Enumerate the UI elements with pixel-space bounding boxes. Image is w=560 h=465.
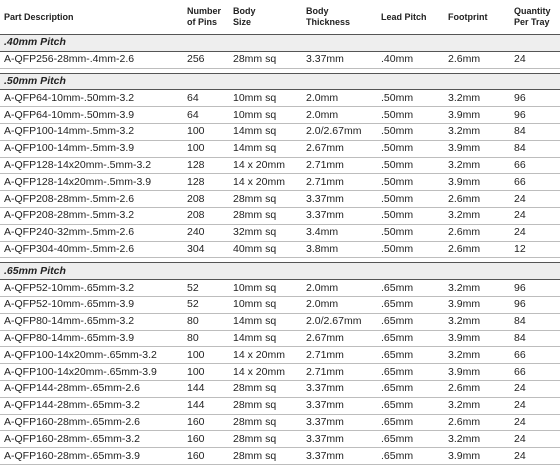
table-row (0, 380, 560, 397)
table-row (0, 347, 560, 364)
quantity-cell: 66 (512, 174, 560, 191)
lead-pitch-cell: .65mm (379, 280, 446, 297)
footprint-cell: 3.2mm (446, 123, 512, 140)
body-thickness-cell: 3.37mm (304, 207, 379, 224)
pins-cell: 160 (185, 414, 231, 431)
quantity-cell: 84 (512, 313, 560, 330)
body-size-cell: 28mm sq (231, 380, 304, 397)
lead-pitch-cell: .50mm (379, 241, 446, 258)
pins-cell: 256 (185, 51, 231, 68)
body-size-cell: 14 x 20mm (231, 157, 304, 174)
quantity-cell: 12 (512, 241, 560, 258)
footprint-cell: 3.2mm (446, 313, 512, 330)
body-thickness-cell: 3.37mm (304, 414, 379, 431)
lead-pitch-cell: .40mm (379, 51, 446, 68)
header-label: Thickness (306, 17, 351, 27)
header-lead-pitch (379, 0, 446, 35)
body-thickness-cell: 2.71mm (304, 364, 379, 381)
section-header-row (0, 73, 560, 90)
body-thickness-cell: 2.67mm (304, 330, 379, 347)
pins-cell: 64 (185, 107, 231, 124)
body-size-cell: 10mm sq (231, 90, 304, 107)
body-thickness-cell: 2.0mm (304, 280, 379, 297)
section-header-row (0, 35, 560, 52)
footprint-cell: 3.2mm (446, 157, 512, 174)
body-size-cell: 14 x 20mm (231, 347, 304, 364)
body-size-cell: 28mm sq (231, 51, 304, 68)
header-quantity-per-tray (512, 0, 560, 35)
lead-pitch-cell: .50mm (379, 107, 446, 124)
body-thickness-cell: 2.0/2.67mm (304, 123, 379, 140)
footprint-cell: 3.2mm (446, 431, 512, 448)
footprint-cell: 2.6mm (446, 51, 512, 68)
header-label: Lead Pitch (381, 11, 427, 22)
body-size-cell: 28mm sq (231, 397, 304, 414)
lead-pitch-cell: .65mm (379, 380, 446, 397)
body-size-cell: 28mm sq (231, 191, 304, 208)
table-row (0, 414, 560, 431)
body-size-cell: 14mm sq (231, 313, 304, 330)
footprint-cell: 3.9mm (446, 296, 512, 313)
pins-cell: 52 (185, 280, 231, 297)
quantity-cell: 24 (512, 397, 560, 414)
part-description-cell: A-QFP80-14mm-.65mm-3.9 (0, 330, 185, 347)
table-row (0, 224, 560, 241)
part-description-cell: A-QFP160-28mm-.65mm-3.2 (0, 431, 185, 448)
lead-pitch-cell: .50mm (379, 224, 446, 241)
body-thickness-cell: 2.0/2.67mm (304, 313, 379, 330)
part-description-cell: A-QFP52-10mm-.65mm-3.9 (0, 296, 185, 313)
footprint-cell: 2.6mm (446, 191, 512, 208)
quantity-cell: 66 (512, 157, 560, 174)
pins-cell: 52 (185, 296, 231, 313)
table-row (0, 51, 560, 68)
body-size-cell: 10mm sq (231, 296, 304, 313)
part-description-cell: A-QFP64-10mm-.50mm-3.9 (0, 107, 185, 124)
body-size-cell: 14 x 20mm (231, 364, 304, 381)
quantity-cell: 66 (512, 364, 560, 381)
table-row (0, 157, 560, 174)
quantity-cell: 24 (512, 191, 560, 208)
pins-cell: 144 (185, 397, 231, 414)
body-size-cell: 14mm sq (231, 330, 304, 347)
body-thickness-cell: 2.0mm (304, 296, 379, 313)
part-description-cell: A-QFP144-28mm-.65mm-2.6 (0, 380, 185, 397)
body-thickness-cell: 3.37mm (304, 448, 379, 465)
lead-pitch-cell: .65mm (379, 347, 446, 364)
lead-pitch-cell: .50mm (379, 174, 446, 191)
table-row (0, 431, 560, 448)
body-size-cell: 10mm sq (231, 107, 304, 124)
quantity-cell: 24 (512, 207, 560, 224)
body-size-cell: 14 x 20mm (231, 174, 304, 191)
header-body-size (231, 0, 304, 35)
table-row (0, 107, 560, 124)
part-description-cell: A-QFP80-14mm-.65mm-3.2 (0, 313, 185, 330)
body-size-cell: 28mm sq (231, 414, 304, 431)
quantity-cell: 24 (512, 431, 560, 448)
body-thickness-cell: 2.0mm (304, 90, 379, 107)
lead-pitch-cell: .65mm (379, 296, 446, 313)
body-thickness-cell: 2.0mm (304, 107, 379, 124)
footprint-cell: 3.2mm (446, 207, 512, 224)
quantity-cell: 96 (512, 280, 560, 297)
pins-cell: 64 (185, 90, 231, 107)
part-description-cell: A-QFP240-32mm-.5mm-2.6 (0, 224, 185, 241)
part-description-cell: A-QFP100-14mm-.5mm-3.2 (0, 123, 185, 140)
table-row (0, 241, 560, 258)
pins-cell: 100 (185, 347, 231, 364)
table-row (0, 313, 560, 330)
part-description-cell: A-QFP304-40mm-.5mm-2.6 (0, 241, 185, 258)
section-title: .65mm Pitch (0, 263, 560, 280)
header-label: Number (187, 6, 222, 16)
quantity-cell: 96 (512, 90, 560, 107)
body-thickness-cell: 3.4mm (304, 224, 379, 241)
table-body (0, 35, 560, 465)
part-description-cell: A-QFP128-14x20mm-.5mm-3.9 (0, 174, 185, 191)
table-row (0, 123, 560, 140)
lead-pitch-cell: .65mm (379, 364, 446, 381)
lead-pitch-cell: .65mm (379, 397, 446, 414)
pins-cell: 80 (185, 313, 231, 330)
part-description-cell: A-QFP100-14mm-.5mm-3.9 (0, 140, 185, 157)
header-label: Footprint (448, 11, 488, 22)
section-title: .40mm Pitch (0, 35, 560, 52)
body-thickness-cell: 3.37mm (304, 191, 379, 208)
header-label: Body (306, 6, 329, 16)
lead-pitch-cell: .50mm (379, 191, 446, 208)
body-thickness-cell: 3.8mm (304, 241, 379, 258)
table-row (0, 397, 560, 414)
header-label: Size (233, 17, 252, 27)
body-thickness-cell: 3.37mm (304, 380, 379, 397)
body-size-cell: 14mm sq (231, 140, 304, 157)
table-row (0, 191, 560, 208)
part-description-cell: A-QFP64-10mm-.50mm-3.2 (0, 90, 185, 107)
lead-pitch-cell: .65mm (379, 431, 446, 448)
pins-cell: 128 (185, 174, 231, 191)
header-part-description (0, 0, 185, 35)
table-row (0, 448, 560, 465)
part-description-cell: A-QFP256-28mm-.4mm-2.6 (0, 51, 185, 68)
part-description-cell: A-QFP208-28mm-.5mm-2.6 (0, 191, 185, 208)
footprint-cell: 3.2mm (446, 90, 512, 107)
header-label: Per Tray (514, 17, 550, 27)
quantity-cell: 66 (512, 347, 560, 364)
table-row (0, 140, 560, 157)
table-row (0, 90, 560, 107)
table-row (0, 330, 560, 347)
body-thickness-cell: 2.71mm (304, 347, 379, 364)
body-size-cell: 10mm sq (231, 280, 304, 297)
quantity-cell: 24 (512, 380, 560, 397)
pins-cell: 80 (185, 330, 231, 347)
footprint-cell: 3.9mm (446, 140, 512, 157)
footprint-cell: 3.9mm (446, 107, 512, 124)
header-number-of-pins (185, 0, 231, 35)
footprint-cell: 3.9mm (446, 330, 512, 347)
pins-cell: 160 (185, 431, 231, 448)
part-description-cell: A-QFP160-28mm-.65mm-3.9 (0, 448, 185, 465)
table-row (0, 207, 560, 224)
lead-pitch-cell: .65mm (379, 313, 446, 330)
part-description-cell: A-QFP100-14x20mm-.65mm-3.2 (0, 347, 185, 364)
lead-pitch-cell: .50mm (379, 140, 446, 157)
body-thickness-cell: 2.71mm (304, 174, 379, 191)
footprint-cell: 3.2mm (446, 397, 512, 414)
body-size-cell: 28mm sq (231, 448, 304, 465)
footprint-cell: 2.6mm (446, 241, 512, 258)
body-size-cell: 14mm sq (231, 123, 304, 140)
section-header-row (0, 263, 560, 280)
lead-pitch-cell: .50mm (379, 157, 446, 174)
quantity-cell: 96 (512, 296, 560, 313)
pins-cell: 100 (185, 123, 231, 140)
pins-cell: 208 (185, 207, 231, 224)
quantity-cell: 96 (512, 107, 560, 124)
footprint-cell: 3.9mm (446, 174, 512, 191)
table-row (0, 296, 560, 313)
body-size-cell: 28mm sq (231, 207, 304, 224)
lead-pitch-cell: .65mm (379, 414, 446, 431)
lead-pitch-cell: .50mm (379, 207, 446, 224)
body-thickness-cell: 3.37mm (304, 431, 379, 448)
part-description-cell: A-QFP100-14x20mm-.65mm-3.9 (0, 364, 185, 381)
pins-cell: 100 (185, 364, 231, 381)
pins-cell: 100 (185, 140, 231, 157)
quantity-cell: 24 (512, 448, 560, 465)
table-row (0, 174, 560, 191)
footprint-cell: 2.6mm (446, 414, 512, 431)
table-row (0, 364, 560, 381)
part-description-cell: A-QFP144-28mm-.65mm-3.2 (0, 397, 185, 414)
body-thickness-cell: 3.37mm (304, 397, 379, 414)
header-label: Part Description (4, 11, 74, 22)
lead-pitch-cell: .65mm (379, 448, 446, 465)
pins-cell: 128 (185, 157, 231, 174)
header-body-thickness (304, 0, 379, 35)
quantity-cell: 84 (512, 123, 560, 140)
part-description-cell: A-QFP128-14x20mm-.5mm-3.2 (0, 157, 185, 174)
header-label: Quantity (514, 6, 551, 16)
header-row (0, 0, 560, 35)
lead-pitch-cell: .50mm (379, 90, 446, 107)
pins-cell: 160 (185, 448, 231, 465)
body-size-cell: 32mm sq (231, 224, 304, 241)
footprint-cell: 3.2mm (446, 280, 512, 297)
body-thickness-cell: 2.67mm (304, 140, 379, 157)
part-description-cell: A-QFP208-28mm-.5mm-3.2 (0, 207, 185, 224)
body-size-cell: 28mm sq (231, 431, 304, 448)
lead-pitch-cell: .65mm (379, 330, 446, 347)
header-label: of Pins (187, 17, 218, 27)
section-title: .50mm Pitch (0, 73, 560, 90)
body-size-cell: 40mm sq (231, 241, 304, 258)
footprint-cell: 3.9mm (446, 448, 512, 465)
pins-cell: 208 (185, 191, 231, 208)
part-description-cell: A-QFP160-28mm-.65mm-2.6 (0, 414, 185, 431)
quantity-cell: 24 (512, 51, 560, 68)
body-thickness-cell: 2.71mm (304, 157, 379, 174)
lead-pitch-cell: .50mm (379, 123, 446, 140)
quantity-cell: 24 (512, 414, 560, 431)
body-thickness-cell: 3.37mm (304, 51, 379, 68)
footprint-cell: 3.2mm (446, 347, 512, 364)
quantity-cell: 84 (512, 330, 560, 347)
footprint-cell: 3.9mm (446, 364, 512, 381)
pins-cell: 240 (185, 224, 231, 241)
part-description-cell: A-QFP52-10mm-.65mm-3.2 (0, 280, 185, 297)
pins-cell: 144 (185, 380, 231, 397)
quantity-cell: 84 (512, 140, 560, 157)
footprint-cell: 2.6mm (446, 224, 512, 241)
pins-cell: 304 (185, 241, 231, 258)
table-row (0, 280, 560, 297)
table-header (0, 0, 560, 35)
quantity-cell: 24 (512, 224, 560, 241)
footprint-cell: 2.6mm (446, 380, 512, 397)
header-label: Body (233, 6, 256, 16)
header-footprint (446, 0, 512, 35)
